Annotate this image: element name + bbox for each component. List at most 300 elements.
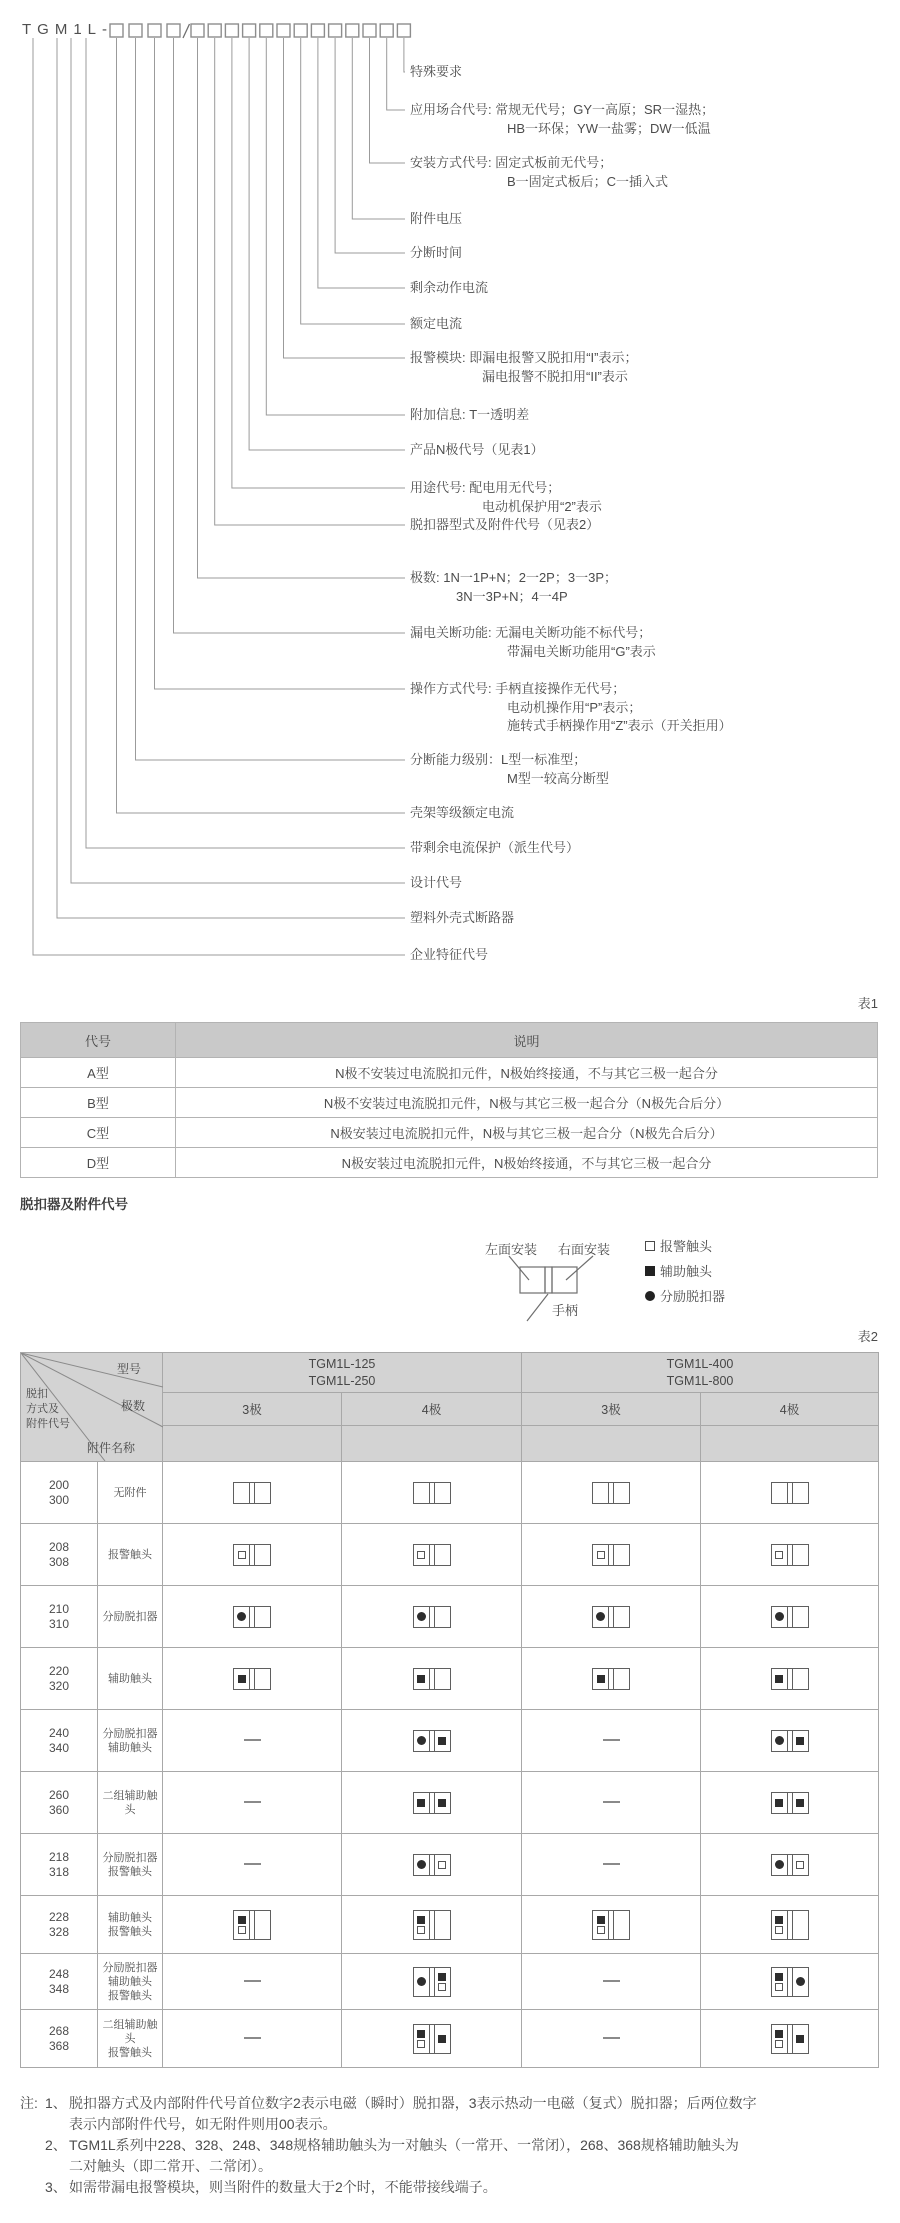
no-accessory-dash: [603, 2037, 620, 2039]
legend-label: 报警触头: [660, 1239, 713, 1254]
breaker-accessory-icon: [413, 1482, 451, 1504]
accessory-compartment: [793, 1968, 808, 1996]
accessory-compartment: [593, 1911, 608, 1939]
model-name-line: TGM1L-400: [666, 1356, 734, 1371]
trip-code-cell: [21, 1462, 98, 1524]
accessory-name-line: 辅助触头: [108, 1975, 152, 1988]
no-accessory-dash: [244, 2037, 261, 2039]
model-code-prefix: TGM1L-: [22, 21, 114, 38]
alarm-symbol-icon: [438, 1861, 446, 1869]
breaker-accessory-icon: [413, 1668, 451, 1690]
symbol-cell: [522, 1462, 701, 1524]
alarm-symbol-icon: [417, 1926, 425, 1934]
accessory-name-cell: [98, 1710, 163, 1772]
code-label: [410, 909, 514, 928]
accessory-compartment: [772, 1483, 787, 1503]
breaker-accessory-icon: [771, 1668, 809, 1690]
accessory-compartment: [793, 1669, 808, 1689]
breaker-accessory-icon: [771, 1910, 809, 1940]
note-line: [45, 2177, 890, 2198]
accessory-compartment: [593, 1483, 608, 1503]
trip-code-cell: [21, 1896, 98, 1954]
table1-cell: N极不安装过电流脱扣元件，N极与其它三极一起合分（N极先合后分）: [176, 1088, 878, 1118]
corner-poles-label: 极数: [121, 1399, 146, 1413]
breaker-accessory-icon: [413, 1730, 451, 1752]
aux-symbol-icon: [775, 1916, 783, 1924]
code-label: [410, 804, 514, 823]
legend-item: [645, 1236, 725, 1255]
symbol-cell: [163, 1954, 342, 2010]
shunt-symbol-icon: [775, 1860, 784, 1869]
accessory-compartment: [772, 1545, 787, 1565]
accessory-compartment: [793, 2025, 808, 2053]
code-label: [410, 63, 462, 82]
accessory-compartment: [234, 1607, 249, 1627]
no-accessory-dash: [603, 1801, 620, 1803]
accessory-compartment: [255, 1607, 270, 1627]
aux-symbol-icon: [438, 1737, 446, 1745]
table2-pole-header: 3极: [163, 1393, 342, 1425]
trip-code-cell: [21, 1834, 98, 1896]
accessory-compartment: [772, 1669, 787, 1689]
legend-label: 辅助触头: [660, 1264, 713, 1279]
shunt-symbol-icon: [417, 1977, 426, 1986]
accessory-name-line: 分励脱扣器: [102, 1727, 158, 1740]
accessory-compartment: [772, 1968, 787, 1996]
breaker-accessory-icon: [413, 2024, 451, 2054]
symbol-cell: [522, 1896, 701, 1954]
shunt-symbol-icon: [596, 1612, 605, 1621]
table2-row: [21, 1896, 879, 1954]
breaker-accessory-icon: [771, 1482, 809, 1504]
code-label-line: 特殊要求: [410, 64, 463, 79]
table1-cell: N极安装过电流脱扣元件，N极与其它三极一起合分（N极先合后分）: [176, 1118, 878, 1148]
code-label-line: 脱扣器型式及附件代号（见表2）: [410, 517, 600, 532]
accessory-name-line: 二组辅助触头: [102, 2018, 158, 2045]
code-label-line: 应用场合代号: 常规无代号；GY一高原；SR一湿热；: [410, 102, 715, 117]
symbol-cell: [163, 2010, 342, 2068]
accessory-legend: [645, 1236, 725, 1311]
symbol-cell: [342, 1772, 522, 1834]
corner-release-label: [26, 1387, 70, 1432]
alarm-symbol-icon: [775, 2040, 783, 2048]
table1-cell: B型: [21, 1088, 176, 1118]
note-text: 如需带漏电报警模块，则当附件的数量大于2个时，不能带接线端子。: [69, 2179, 497, 2195]
accessory-compartment: [414, 1483, 429, 1503]
code-label: [410, 946, 488, 965]
aux-symbol-icon: [417, 2030, 425, 2038]
table2-corner-cell: [21, 1353, 163, 1462]
accessory-compartment: [234, 1911, 249, 1939]
table1-header: 说明: [176, 1023, 878, 1058]
note-number: 3、: [45, 2179, 67, 2195]
model-name-line: TGM1L-250: [308, 1373, 376, 1388]
trip-code: 218: [48, 1849, 70, 1864]
code-label-line: M型一较高分断型: [507, 770, 609, 786]
breaker-accessory-icon: [233, 1668, 271, 1690]
alarm-symbol-icon: [775, 1926, 783, 1934]
accessory-name-line: 分励脱扣器: [102, 1851, 158, 1864]
trip-code: 208: [48, 1539, 70, 1554]
accessory-compartment: [414, 1731, 429, 1751]
trip-code-cell: [21, 1710, 98, 1772]
notes: [20, 2093, 890, 2198]
trip-code: 248: [48, 1966, 70, 1981]
accessory-compartment: [435, 1669, 450, 1689]
code-label: [410, 279, 488, 298]
aux-symbol-icon: [438, 2035, 446, 2043]
aux-symbol-icon: [238, 1675, 246, 1683]
accessory-name-line: 辅助触头: [108, 1741, 152, 1754]
accessory-name-cell: [98, 1954, 163, 2010]
table2-pole-header: 4极: [701, 1393, 879, 1425]
trip-code-cell: [21, 1772, 98, 1834]
trip-code: 310: [48, 1616, 70, 1631]
shunt-symbol-icon: [417, 1860, 426, 1869]
aux-symbol-icon: [796, 1737, 804, 1745]
aux-symbol-icon: [796, 1799, 804, 1807]
code-label: [410, 479, 602, 516]
code-label-line: 漏电报警不脱扣用“II”表示: [482, 368, 628, 384]
accessory-name-cell: [98, 1586, 163, 1648]
code-label: [410, 624, 656, 661]
table2-model-header: [522, 1353, 879, 1393]
code-label-line: 塑料外壳式断路器: [410, 910, 515, 925]
symbol-cell: [701, 1710, 879, 1772]
table2-row: [21, 2010, 879, 2068]
aux-symbol-icon: [238, 1916, 246, 1924]
trip-code: 240: [48, 1725, 70, 1740]
accessory-compartment: [793, 1545, 808, 1565]
table2-row: [21, 1524, 879, 1586]
trip-code-cell: [21, 2010, 98, 2068]
code-label-line: 电动机操作用“P”表示；: [507, 699, 642, 715]
code-label-line: 报警模块: 即漏电报警又脱扣用“I”表示；: [410, 350, 638, 365]
code-label-line: 产品N极代号（见表1）: [410, 442, 544, 457]
accessory-name-line: 报警触头: [108, 1548, 152, 1561]
table1-cell: A型: [21, 1058, 176, 1088]
symbol-cell: [522, 1954, 701, 2010]
corner-accessory-label: 附件名称: [87, 1441, 136, 1455]
shunt-symbol-icon: [237, 1612, 246, 1621]
trip-code-cell: [21, 1524, 98, 1586]
symbol-cell: [342, 1710, 522, 1772]
table1-cell: N极不安装过电流脱扣元件，N极始终接通，不与其它三极一起合分: [176, 1058, 878, 1088]
shunt-symbol-icon: [796, 1977, 805, 1986]
breaker-accessory-icon: [592, 1482, 630, 1504]
breaker-handle-diagram: [400, 1230, 680, 1330]
code-label: [410, 874, 462, 893]
accessory-compartment: [772, 1793, 787, 1813]
code-label-line: 电动机保护用“2”表示: [482, 498, 602, 514]
code-label: [410, 680, 732, 736]
code-label-line: 壳架等级额定电流: [410, 805, 515, 820]
symbol-cell: [163, 1586, 342, 1648]
code-label-line: 额定电流: [410, 316, 463, 331]
model-name-line: TGM1L-800: [666, 1373, 734, 1388]
aux-symbol-icon: [775, 1973, 783, 1981]
accessory-compartment: [772, 2025, 787, 2053]
symbol-cell: [342, 1648, 522, 1710]
table1-tag: 表1: [857, 996, 878, 1011]
breaker-accessory-icon: [413, 1967, 451, 1997]
alarm-symbol-icon: [417, 2040, 425, 2048]
symbol-cell: [701, 1462, 879, 1524]
breaker-accessory-icon: [771, 1606, 809, 1628]
no-accessory-dash: [244, 1980, 261, 1982]
accessory-name-cell: [98, 1896, 163, 1954]
trip-code: 348: [48, 1981, 70, 1996]
symbol-cell: [342, 1586, 522, 1648]
right-mount-label: 右面安装: [558, 1242, 611, 1257]
accessory-compartment: [793, 1607, 808, 1627]
breaker-accessory-icon: [233, 1544, 271, 1566]
accessory-name-line: 报警触头: [108, 1925, 152, 1938]
legend-item: [645, 1286, 725, 1305]
table2-row: [21, 1954, 879, 2010]
symbol-cell: [701, 1834, 879, 1896]
accessory-name-line: 报警触头: [108, 1989, 152, 2002]
accessory-compartment: [435, 2025, 450, 2053]
alarm-symbol-icon: [238, 1551, 246, 1559]
code-label-line: 分断能力级别：L型一标准型；: [410, 752, 587, 767]
no-accessory-dash: [244, 1739, 261, 1741]
table2-tag: 表2: [857, 1329, 878, 1344]
aux-symbol-icon: [597, 1675, 605, 1683]
table1-row: [21, 1058, 878, 1088]
accessory-compartment: [255, 1911, 270, 1939]
accessory-name-cell: [98, 1834, 163, 1896]
trip-code: 200: [48, 1477, 70, 1492]
aux-symbol-icon: [438, 1799, 446, 1807]
accessory-name-line: 辅助触头: [108, 1911, 152, 1924]
trip-code-cell: [21, 1586, 98, 1648]
table2-header-spacer: [163, 1425, 342, 1461]
code-label: [410, 751, 609, 788]
breaker-accessory-icon: [771, 1854, 809, 1876]
symbol-cell: [342, 1524, 522, 1586]
symbol-cell: [701, 2010, 879, 2068]
breaker-accessory-icon: [771, 1967, 809, 1997]
accessory-compartment: [614, 1911, 629, 1939]
breaker-accessory-icon: [413, 1910, 451, 1940]
trip-code: 320: [48, 1678, 70, 1693]
code-label: [410, 154, 668, 191]
accessory-compartment: [772, 1911, 787, 1939]
breaker-accessory-icon: [233, 1482, 271, 1504]
symbol-cell: [522, 1524, 701, 1586]
aux-symbol-icon: [645, 1266, 655, 1276]
accessory-compartment: [593, 1607, 608, 1627]
accessory-name-cell: [98, 1524, 163, 1586]
aux-symbol-icon: [796, 2035, 804, 2043]
accessory-name-cell: [98, 1462, 163, 1524]
accessory-compartment: [435, 1607, 450, 1627]
code-label-line: 分断时间: [410, 245, 463, 260]
accessory-compartment: [593, 1545, 608, 1565]
accessory-compartment: [772, 1731, 787, 1751]
symbol-cell: [701, 1648, 879, 1710]
shunt-symbol-icon: [775, 1612, 784, 1621]
accessory-compartment: [414, 1855, 429, 1875]
accessory-name-line: 报警触头: [108, 1865, 152, 1878]
symbol-cell: [701, 1896, 879, 1954]
corner-diagonal-box: [21, 1353, 163, 1461]
note-number: 1、: [45, 2095, 67, 2111]
accessory-compartment: [614, 1545, 629, 1565]
accessory-heading: 脱扣器及附件代号: [20, 1197, 128, 1212]
table2-header-spacer: [342, 1425, 522, 1461]
n-pole-code-table: [20, 1022, 878, 1178]
symbol-cell: [522, 2010, 701, 2068]
accessory-compartment: [793, 1483, 808, 1503]
accessory-compartment: [414, 1911, 429, 1939]
accessory-compartment: [234, 1669, 249, 1689]
symbol-cell: [163, 1772, 342, 1834]
table2: [20, 1352, 878, 2068]
trip-code: 268: [48, 2023, 70, 2038]
corner-release-line: 附件代号: [26, 1418, 70, 1430]
shunt-symbol-icon: [775, 1736, 784, 1745]
corner-model-label: 型号: [117, 1362, 142, 1376]
table2-header-spacer: [522, 1425, 701, 1461]
code-label-line: 漏电关断功能: 无漏电关断功能不标代号；: [410, 625, 652, 640]
accessory-compartment: [614, 1483, 629, 1503]
table2-row: [21, 1710, 879, 1772]
trip-code: 220: [48, 1663, 70, 1678]
code-label: [410, 101, 714, 138]
note-line: 二对触头（即二常开、二常闭）。: [69, 2158, 272, 2174]
trip-code: 300: [48, 1492, 70, 1507]
code-label: [410, 349, 638, 386]
symbol-cell: [522, 1834, 701, 1896]
aux-symbol-icon: [417, 1675, 425, 1683]
code-label-line: 设计代号: [410, 875, 463, 890]
table2-row: [21, 1586, 879, 1648]
trip-code: 260: [48, 1787, 70, 1802]
code-label-line: 剩余动作电流: [410, 280, 489, 295]
table1-cell: D型: [21, 1148, 176, 1178]
accessory-compartment: [593, 1669, 608, 1689]
code-label: [410, 441, 544, 460]
table2-pole-header: 3极: [522, 1393, 701, 1425]
accessory-compartment: [435, 1855, 450, 1875]
trip-code: 360: [48, 1802, 70, 1817]
table1-header: 代号: [21, 1023, 176, 1058]
code-label: [410, 244, 462, 263]
alarm-symbol-icon: [775, 1551, 783, 1559]
trip-code: 368: [48, 2038, 70, 2053]
code-label-line: 用途代号: 配电用无代号；: [410, 480, 561, 495]
breaker-accessory-icon: [771, 1730, 809, 1752]
model-name-line: TGM1L-125: [308, 1356, 376, 1371]
trip-code-cell: [21, 1648, 98, 1710]
breaker-accessory-icon: [771, 1792, 809, 1814]
left-mount-label: 左面安装: [485, 1242, 538, 1257]
symbol-cell: [701, 1954, 879, 2010]
symbol-cell: [163, 1710, 342, 1772]
trip-code: 228: [48, 1909, 70, 1924]
accessory-compartment: [414, 1669, 429, 1689]
alarm-symbol-icon: [796, 1861, 804, 1869]
code-label-line: 附加信息: T一透明差: [410, 407, 530, 422]
table2-header-spacer: [701, 1425, 879, 1461]
note-text: TGM1L系列中228、328、248、348规格辅助触头为一对触头（一常开、一常闭），268、368规格辅助触头为: [69, 2137, 739, 2153]
aux-symbol-icon: [417, 1799, 425, 1807]
code-label: [410, 839, 579, 858]
table1-cell: C型: [21, 1118, 176, 1148]
code-label-line: 3N一3P+N；4一4P: [456, 588, 568, 604]
accessory-name-cell: [98, 1648, 163, 1710]
accessory-compartment: [793, 1731, 808, 1751]
shunt-symbol-icon: [417, 1736, 426, 1745]
accessory-compartment: [435, 1483, 450, 1503]
aux-symbol-icon: [775, 1675, 783, 1683]
accessory-name-cell: [98, 1772, 163, 1834]
aux-symbol-icon: [417, 1916, 425, 1924]
accessory-compartment: [414, 2025, 429, 2053]
note-line: 表示内部附件代号，如无附件则用00表示。: [69, 2116, 337, 2132]
aux-symbol-icon: [597, 1916, 605, 1924]
accessory-name-line: 无附件: [113, 1486, 147, 1499]
accessory-compartment: [793, 1793, 808, 1813]
shunt-symbol-icon: [417, 1612, 426, 1621]
aux-symbol-icon: [775, 2030, 783, 2038]
symbol-cell: [163, 1648, 342, 1710]
code-label-line: 带剩余电流保护（派生代号）: [410, 840, 580, 855]
no-accessory-dash: [603, 1980, 620, 1982]
trip-code: 328: [48, 1924, 70, 1939]
no-accessory-dash: [244, 1863, 261, 1865]
alarm-symbol-icon: [597, 1551, 605, 1559]
code-label-line: 施转式手柄操作用“Z”表示（开关拒用）: [507, 718, 732, 733]
symbol-cell: [342, 1896, 522, 1954]
breaker-accessory-icon: [592, 1544, 630, 1566]
no-accessory-dash: [244, 1801, 261, 1803]
symbol-cell: [163, 1462, 342, 1524]
accessory-compartment: [772, 1607, 787, 1627]
code-label-line: 操作方式代号: 手柄直接操作无代号；: [410, 681, 626, 696]
trip-accessory-code-table: [20, 1352, 879, 2068]
accessory-compartment: [772, 1855, 787, 1875]
symbol-cell: [701, 1524, 879, 1586]
breaker-accessory-icon: [592, 1668, 630, 1690]
breaker-accessory-icon: [771, 1544, 809, 1566]
code-label-line: 极数: 1N一1P+N；2一2P；3一3P；: [410, 570, 617, 585]
accessory-name-cell: [98, 2010, 163, 2068]
accessory-compartment: [793, 1911, 808, 1939]
accessory-compartment: [614, 1607, 629, 1627]
alarm-symbol-icon: [438, 1983, 446, 1991]
symbol-cell: [163, 1834, 342, 1896]
table1: [20, 1022, 878, 1178]
table2-pole-header: 4极: [342, 1393, 522, 1425]
table1-row: [21, 1088, 878, 1118]
symbol-cell: [342, 1462, 522, 1524]
symbol-cell: [522, 1648, 701, 1710]
symbol-cell: [522, 1710, 701, 1772]
notes-prefix: 注:: [20, 2095, 38, 2111]
table2-row: [21, 1462, 879, 1524]
accessory-compartment: [435, 1793, 450, 1813]
accessory-compartment: [435, 1731, 450, 1751]
code-label: [410, 315, 462, 334]
no-accessory-dash: [603, 1863, 620, 1865]
table2-row: [21, 1834, 879, 1896]
accessory-compartment: [414, 1607, 429, 1627]
code-label-line: 带漏电关断功能用“G”表示: [507, 643, 656, 659]
accessory-compartment: [414, 1545, 429, 1565]
